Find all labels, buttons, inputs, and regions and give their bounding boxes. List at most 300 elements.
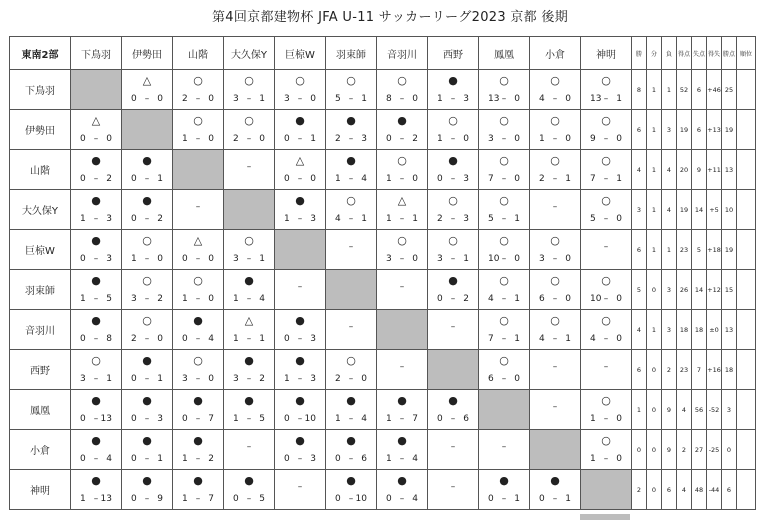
result-loss-mark: ● bbox=[91, 394, 101, 407]
table-row bbox=[10, 390, 756, 430]
unplayed-match-cell bbox=[530, 390, 581, 430]
goals-against: 1 bbox=[565, 334, 571, 344]
goals-against: 3 bbox=[463, 94, 469, 104]
result-win-mark: ○ bbox=[193, 274, 203, 287]
goals-against: 0 bbox=[157, 94, 163, 104]
goals-for: 13 bbox=[488, 94, 500, 104]
goals-against: 2 bbox=[106, 174, 112, 184]
unplayed-dash: – bbox=[603, 242, 609, 252]
result-win-mark: ○ bbox=[499, 74, 509, 87]
score-separator: – bbox=[501, 374, 507, 384]
goals-against: 1 bbox=[361, 94, 367, 104]
goals-for: 1 bbox=[437, 94, 443, 104]
score-separator: – bbox=[450, 294, 456, 304]
goals-against: 9 bbox=[157, 494, 163, 504]
goals-for: 10 bbox=[488, 254, 500, 264]
match-result-cell bbox=[428, 70, 479, 110]
goals-for: 1 bbox=[590, 414, 596, 424]
goals-for: 1 bbox=[233, 334, 239, 344]
result-loss-mark: ● bbox=[346, 474, 356, 487]
goals-against: 0 bbox=[106, 134, 112, 144]
stat-cell bbox=[737, 70, 756, 110]
match-result-cell bbox=[71, 310, 122, 350]
goals-for: 0 bbox=[539, 494, 545, 504]
goals-against: 1 bbox=[514, 334, 520, 344]
stat-cell bbox=[737, 150, 756, 190]
score-separator: – bbox=[144, 94, 150, 104]
row-team-name: 鳳凰 bbox=[10, 390, 71, 430]
goals-for: 0 bbox=[80, 334, 86, 344]
score-separator: – bbox=[399, 494, 405, 504]
stat-cell bbox=[737, 110, 756, 150]
stat-cell: 4 bbox=[662, 150, 677, 190]
result-win-mark: ○ bbox=[499, 234, 509, 247]
unplayed-dash: – bbox=[501, 442, 507, 452]
stat-cell: +13 bbox=[707, 110, 722, 150]
match-result-cell bbox=[581, 430, 632, 470]
stat-cell bbox=[737, 350, 756, 390]
score-separator: – bbox=[246, 94, 252, 104]
goals-against: 0 bbox=[412, 254, 418, 264]
stat-cell: +46 bbox=[707, 70, 722, 110]
score-separator: – bbox=[450, 214, 456, 224]
goals-for: 0 bbox=[80, 454, 86, 464]
score-separator: – bbox=[246, 294, 252, 304]
column-header-team: 西野 bbox=[428, 37, 479, 70]
score-separator: – bbox=[195, 494, 201, 504]
match-result-cell bbox=[530, 230, 581, 270]
match-result-cell bbox=[530, 110, 581, 150]
self-match-cell bbox=[530, 430, 581, 470]
match-result-cell bbox=[173, 350, 224, 390]
goals-for: 0 bbox=[182, 414, 188, 424]
result-loss-mark: ● bbox=[142, 194, 152, 207]
goals-against: 1 bbox=[157, 374, 163, 384]
stat-cell: 19 bbox=[677, 190, 692, 230]
result-win-mark: ○ bbox=[142, 234, 152, 247]
goals-for: 3 bbox=[131, 294, 137, 304]
goals-for: 0 bbox=[131, 454, 137, 464]
goals-against: 0 bbox=[514, 254, 520, 264]
stat-cell: 1 bbox=[647, 310, 662, 350]
stat-cell: 18 bbox=[692, 310, 707, 350]
score-separator: – bbox=[603, 214, 609, 224]
stat-cell: 3 bbox=[662, 310, 677, 350]
goals-for: 1 bbox=[539, 134, 545, 144]
column-header-stat: 負 bbox=[662, 37, 677, 70]
goals-for: 0 bbox=[131, 94, 137, 104]
goals-for: 5 bbox=[335, 94, 341, 104]
table-row bbox=[10, 190, 756, 230]
stat-cell: 18 bbox=[677, 310, 692, 350]
goals-for: 5 bbox=[590, 214, 596, 224]
unplayed-match-cell bbox=[581, 230, 632, 270]
match-result-cell bbox=[122, 390, 173, 430]
unplayed-match-cell bbox=[428, 430, 479, 470]
stat-cell: 6 bbox=[722, 470, 737, 510]
goals-against: 0 bbox=[616, 214, 622, 224]
column-header-stat: 勝点 bbox=[722, 37, 737, 70]
score-separator: – bbox=[246, 494, 252, 504]
result-loss-mark: ● bbox=[244, 474, 254, 487]
stat-cell bbox=[737, 230, 756, 270]
result-loss-mark: ● bbox=[448, 154, 458, 167]
goals-against: 1 bbox=[463, 254, 469, 264]
match-result-cell bbox=[122, 470, 173, 510]
goals-against: 7 bbox=[208, 494, 214, 504]
table-row bbox=[10, 350, 756, 390]
column-header-team: 鳳凰 bbox=[479, 37, 530, 70]
goals-against: 10 bbox=[355, 494, 367, 504]
result-win-mark: ○ bbox=[499, 114, 509, 127]
match-result-cell bbox=[122, 350, 173, 390]
match-result-cell bbox=[581, 190, 632, 230]
goals-against: 3 bbox=[106, 254, 112, 264]
match-result-cell bbox=[428, 110, 479, 150]
score-separator: – bbox=[501, 334, 507, 344]
match-result-cell bbox=[224, 70, 275, 110]
match-result-cell bbox=[224, 470, 275, 510]
match-result-cell bbox=[428, 390, 479, 430]
score-separator: – bbox=[501, 294, 507, 304]
match-result-cell bbox=[428, 270, 479, 310]
stat-cell: 15 bbox=[722, 270, 737, 310]
match-result-cell bbox=[71, 230, 122, 270]
goals-against: 1 bbox=[412, 214, 418, 224]
match-result-cell bbox=[479, 110, 530, 150]
score-separator: – bbox=[399, 94, 405, 104]
goals-against: 1 bbox=[259, 94, 265, 104]
goals-for: 0 bbox=[386, 494, 392, 504]
stat-cell: 6 bbox=[632, 350, 647, 390]
score-separator: – bbox=[297, 334, 303, 344]
goals-against: 5 bbox=[259, 494, 265, 504]
result-win-mark: ○ bbox=[193, 74, 203, 87]
score-separator: – bbox=[93, 374, 99, 384]
match-result-cell bbox=[224, 310, 275, 350]
result-win-mark: ○ bbox=[550, 74, 560, 87]
column-header-stat: 得失 bbox=[707, 37, 722, 70]
score-separator: – bbox=[195, 254, 201, 264]
stat-cell: 2 bbox=[677, 430, 692, 470]
score-separator: – bbox=[297, 94, 303, 104]
stat-cell: 3 bbox=[632, 190, 647, 230]
goals-against: 0 bbox=[616, 294, 622, 304]
goals-for: 0 bbox=[131, 374, 137, 384]
stat-cell: 6 bbox=[632, 230, 647, 270]
goals-for: 1 bbox=[182, 494, 188, 504]
match-result-cell bbox=[428, 190, 479, 230]
stat-cell: -44 bbox=[707, 470, 722, 510]
goals-for: 0 bbox=[335, 494, 341, 504]
score-separator: – bbox=[348, 374, 354, 384]
unplayed-dash: – bbox=[246, 442, 252, 452]
score-separator: – bbox=[297, 214, 303, 224]
result-loss-mark: ● bbox=[142, 154, 152, 167]
score-separator: – bbox=[195, 94, 201, 104]
result-loss-mark: ● bbox=[346, 394, 356, 407]
goals-for: 4 bbox=[539, 94, 545, 104]
goals-against: 0 bbox=[310, 174, 316, 184]
result-loss-mark: ● bbox=[295, 354, 305, 367]
result-win-mark: ○ bbox=[346, 74, 356, 87]
result-win-mark: ○ bbox=[601, 394, 611, 407]
result-loss-mark: ● bbox=[193, 394, 203, 407]
result-loss-mark: ● bbox=[142, 474, 152, 487]
self-match-cell bbox=[479, 390, 530, 430]
result-loss-mark: ● bbox=[91, 154, 101, 167]
match-result-cell bbox=[428, 230, 479, 270]
goals-against: 0 bbox=[616, 454, 622, 464]
unplayed-dash: – bbox=[399, 362, 405, 372]
stat-cell: 1 bbox=[647, 150, 662, 190]
score-separator: – bbox=[297, 134, 303, 144]
unplayed-match-cell bbox=[530, 350, 581, 390]
score-separator: – bbox=[603, 174, 609, 184]
result-loss-mark: ● bbox=[244, 394, 254, 407]
match-result-cell bbox=[428, 150, 479, 190]
result-loss-mark: ● bbox=[397, 394, 407, 407]
goals-for: 3 bbox=[182, 374, 188, 384]
result-loss-mark: ● bbox=[295, 114, 305, 127]
stat-cell: 0 bbox=[647, 430, 662, 470]
goals-for: 3 bbox=[437, 254, 443, 264]
match-result-cell bbox=[479, 470, 530, 510]
match-result-cell bbox=[275, 310, 326, 350]
result-loss-mark: ● bbox=[295, 314, 305, 327]
row-team-name: 下鳥羽 bbox=[10, 70, 71, 110]
goals-against: 4 bbox=[412, 494, 418, 504]
result-win-mark: ○ bbox=[346, 194, 356, 207]
result-win-mark: ○ bbox=[448, 234, 458, 247]
score-separator: – bbox=[399, 214, 405, 224]
goals-against: 4 bbox=[208, 334, 214, 344]
result-loss-mark: ● bbox=[244, 354, 254, 367]
stat-cell: +11 bbox=[707, 150, 722, 190]
match-result-cell bbox=[173, 270, 224, 310]
result-win-mark: ○ bbox=[499, 274, 509, 287]
stat-cell: 6 bbox=[692, 110, 707, 150]
score-separator: – bbox=[552, 174, 558, 184]
goals-for: 7 bbox=[488, 174, 494, 184]
goals-against: 1 bbox=[616, 174, 622, 184]
stat-cell: 23 bbox=[677, 230, 692, 270]
unplayed-match-cell bbox=[530, 190, 581, 230]
stat-cell bbox=[737, 470, 756, 510]
goals-against: 2 bbox=[412, 134, 418, 144]
goals-against: 3 bbox=[106, 214, 112, 224]
score-separator: – bbox=[501, 134, 507, 144]
stat-cell: 0 bbox=[722, 430, 737, 470]
match-result-cell bbox=[377, 470, 428, 510]
goals-against: 0 bbox=[514, 374, 520, 384]
match-result-cell bbox=[326, 110, 377, 150]
result-loss-mark: ● bbox=[295, 194, 305, 207]
goals-for: 10 bbox=[590, 294, 602, 304]
goals-against: 0 bbox=[310, 94, 316, 104]
result-loss-mark: ● bbox=[448, 394, 458, 407]
match-result-cell bbox=[530, 270, 581, 310]
goals-against: 5 bbox=[259, 414, 265, 424]
goals-against: 0 bbox=[208, 254, 214, 264]
table-row bbox=[10, 270, 756, 310]
stat-cell: 56 bbox=[692, 390, 707, 430]
goals-against: 2 bbox=[157, 294, 163, 304]
stat-cell bbox=[737, 430, 756, 470]
result-win-mark: ○ bbox=[397, 234, 407, 247]
result-loss-mark: ● bbox=[91, 434, 101, 447]
match-result-cell bbox=[326, 390, 377, 430]
match-result-cell bbox=[377, 430, 428, 470]
goals-against: 0 bbox=[208, 94, 214, 104]
self-match-cell bbox=[581, 470, 632, 510]
match-result-cell bbox=[122, 190, 173, 230]
row-team-name: 巨椋W bbox=[10, 230, 71, 270]
match-result-cell bbox=[173, 70, 224, 110]
score-separator: – bbox=[144, 174, 150, 184]
table-row bbox=[10, 230, 756, 270]
match-result-cell bbox=[479, 310, 530, 350]
unplayed-dash: – bbox=[450, 442, 456, 452]
result-win-mark: ○ bbox=[448, 194, 458, 207]
column-header-team: 巨椋W bbox=[275, 37, 326, 70]
goals-against: 0 bbox=[361, 374, 367, 384]
score-separator: – bbox=[348, 454, 354, 464]
score-separator: – bbox=[552, 494, 558, 504]
goals-against: 3 bbox=[310, 214, 316, 224]
score-separator: – bbox=[348, 414, 354, 424]
result-loss-mark: ● bbox=[91, 274, 101, 287]
match-result-cell bbox=[275, 110, 326, 150]
goals-for: 4 bbox=[539, 334, 545, 344]
league-table bbox=[9, 36, 756, 510]
goals-against: 3 bbox=[310, 334, 316, 344]
goals-for: 1 bbox=[80, 214, 86, 224]
goals-for: 0 bbox=[488, 494, 494, 504]
stat-cell: 52 bbox=[677, 70, 692, 110]
match-result-cell bbox=[377, 110, 428, 150]
self-match-cell bbox=[326, 270, 377, 310]
stat-cell: 19 bbox=[722, 110, 737, 150]
result-loss-mark: ● bbox=[193, 474, 203, 487]
unplayed-match-cell bbox=[377, 350, 428, 390]
result-loss-mark: ● bbox=[448, 74, 458, 87]
result-win-mark: ○ bbox=[346, 354, 356, 367]
result-win-mark: ○ bbox=[601, 74, 611, 87]
score-separator: – bbox=[195, 414, 201, 424]
goals-against: 0 bbox=[514, 174, 520, 184]
row-team-name: 山階 bbox=[10, 150, 71, 190]
score-separator: – bbox=[93, 174, 99, 184]
match-result-cell bbox=[122, 230, 173, 270]
stat-cell: 2 bbox=[632, 470, 647, 510]
match-result-cell bbox=[479, 70, 530, 110]
goals-for: 1 bbox=[182, 134, 188, 144]
stat-cell: 1 bbox=[662, 70, 677, 110]
goals-against: 3 bbox=[157, 414, 163, 424]
match-result-cell bbox=[275, 70, 326, 110]
result-win-mark: ○ bbox=[550, 114, 560, 127]
match-result-cell bbox=[275, 390, 326, 430]
goals-against: 2 bbox=[463, 294, 469, 304]
goals-for: 7 bbox=[488, 334, 494, 344]
result-win-mark: ○ bbox=[601, 154, 611, 167]
match-result-cell bbox=[377, 150, 428, 190]
goals-for: 2 bbox=[233, 134, 239, 144]
goals-against: 1 bbox=[106, 374, 112, 384]
score-separator: – bbox=[93, 134, 99, 144]
score-separator: – bbox=[93, 454, 99, 464]
match-result-cell bbox=[581, 310, 632, 350]
match-result-cell bbox=[581, 110, 632, 150]
score-separator: – bbox=[399, 454, 405, 464]
score-separator: – bbox=[399, 174, 405, 184]
goals-for: 0 bbox=[284, 134, 290, 144]
goals-against: 0 bbox=[514, 134, 520, 144]
stat-cell: 20 bbox=[677, 150, 692, 190]
score-separator: – bbox=[501, 494, 507, 504]
result-loss-mark: ● bbox=[142, 354, 152, 367]
row-team-name: 西野 bbox=[10, 350, 71, 390]
stat-cell: 1 bbox=[647, 110, 662, 150]
stat-cell: 14 bbox=[692, 190, 707, 230]
result-draw-mark: △ bbox=[142, 74, 152, 87]
score-separator: – bbox=[93, 414, 99, 424]
match-result-cell bbox=[275, 430, 326, 470]
result-win-mark: ○ bbox=[499, 354, 509, 367]
column-header-team: 小倉 bbox=[530, 37, 581, 70]
unplayed-match-cell bbox=[326, 310, 377, 350]
division-label: 東南2部 bbox=[10, 37, 71, 70]
goals-for: 3 bbox=[233, 374, 239, 384]
goals-for: 4 bbox=[335, 214, 341, 224]
match-result-cell bbox=[326, 150, 377, 190]
match-result-cell bbox=[224, 270, 275, 310]
goals-for: 1 bbox=[284, 374, 290, 384]
result-loss-mark: ● bbox=[346, 434, 356, 447]
score-separator: – bbox=[450, 414, 456, 424]
score-separator: – bbox=[348, 94, 354, 104]
goals-for: 0 bbox=[437, 414, 443, 424]
score-separator: – bbox=[501, 174, 507, 184]
self-match-cell bbox=[224, 190, 275, 230]
goals-against: 4 bbox=[361, 414, 367, 424]
unplayed-dash: – bbox=[552, 202, 558, 212]
result-win-mark: ○ bbox=[499, 194, 509, 207]
result-win-mark: ○ bbox=[601, 314, 611, 327]
score-separator: – bbox=[195, 294, 201, 304]
row-team-name: 音羽川 bbox=[10, 310, 71, 350]
result-draw-mark: △ bbox=[91, 114, 101, 127]
match-result-cell bbox=[581, 390, 632, 430]
goals-for: 1 bbox=[386, 174, 392, 184]
stat-cell: 1 bbox=[632, 390, 647, 430]
goals-against: 0 bbox=[412, 174, 418, 184]
row-team-name: 伊勢田 bbox=[10, 110, 71, 150]
goals-against: 7 bbox=[412, 414, 418, 424]
match-result-cell bbox=[224, 110, 275, 150]
result-loss-mark: ● bbox=[142, 394, 152, 407]
result-loss-mark: ● bbox=[448, 274, 458, 287]
result-win-mark: ○ bbox=[193, 354, 203, 367]
goals-for: 2 bbox=[437, 214, 443, 224]
goals-for: 2 bbox=[131, 334, 137, 344]
result-win-mark: ○ bbox=[142, 314, 152, 327]
score-separator: – bbox=[246, 414, 252, 424]
goals-against: 1 bbox=[361, 214, 367, 224]
result-loss-mark: ● bbox=[193, 314, 203, 327]
score-separator: – bbox=[297, 374, 303, 384]
